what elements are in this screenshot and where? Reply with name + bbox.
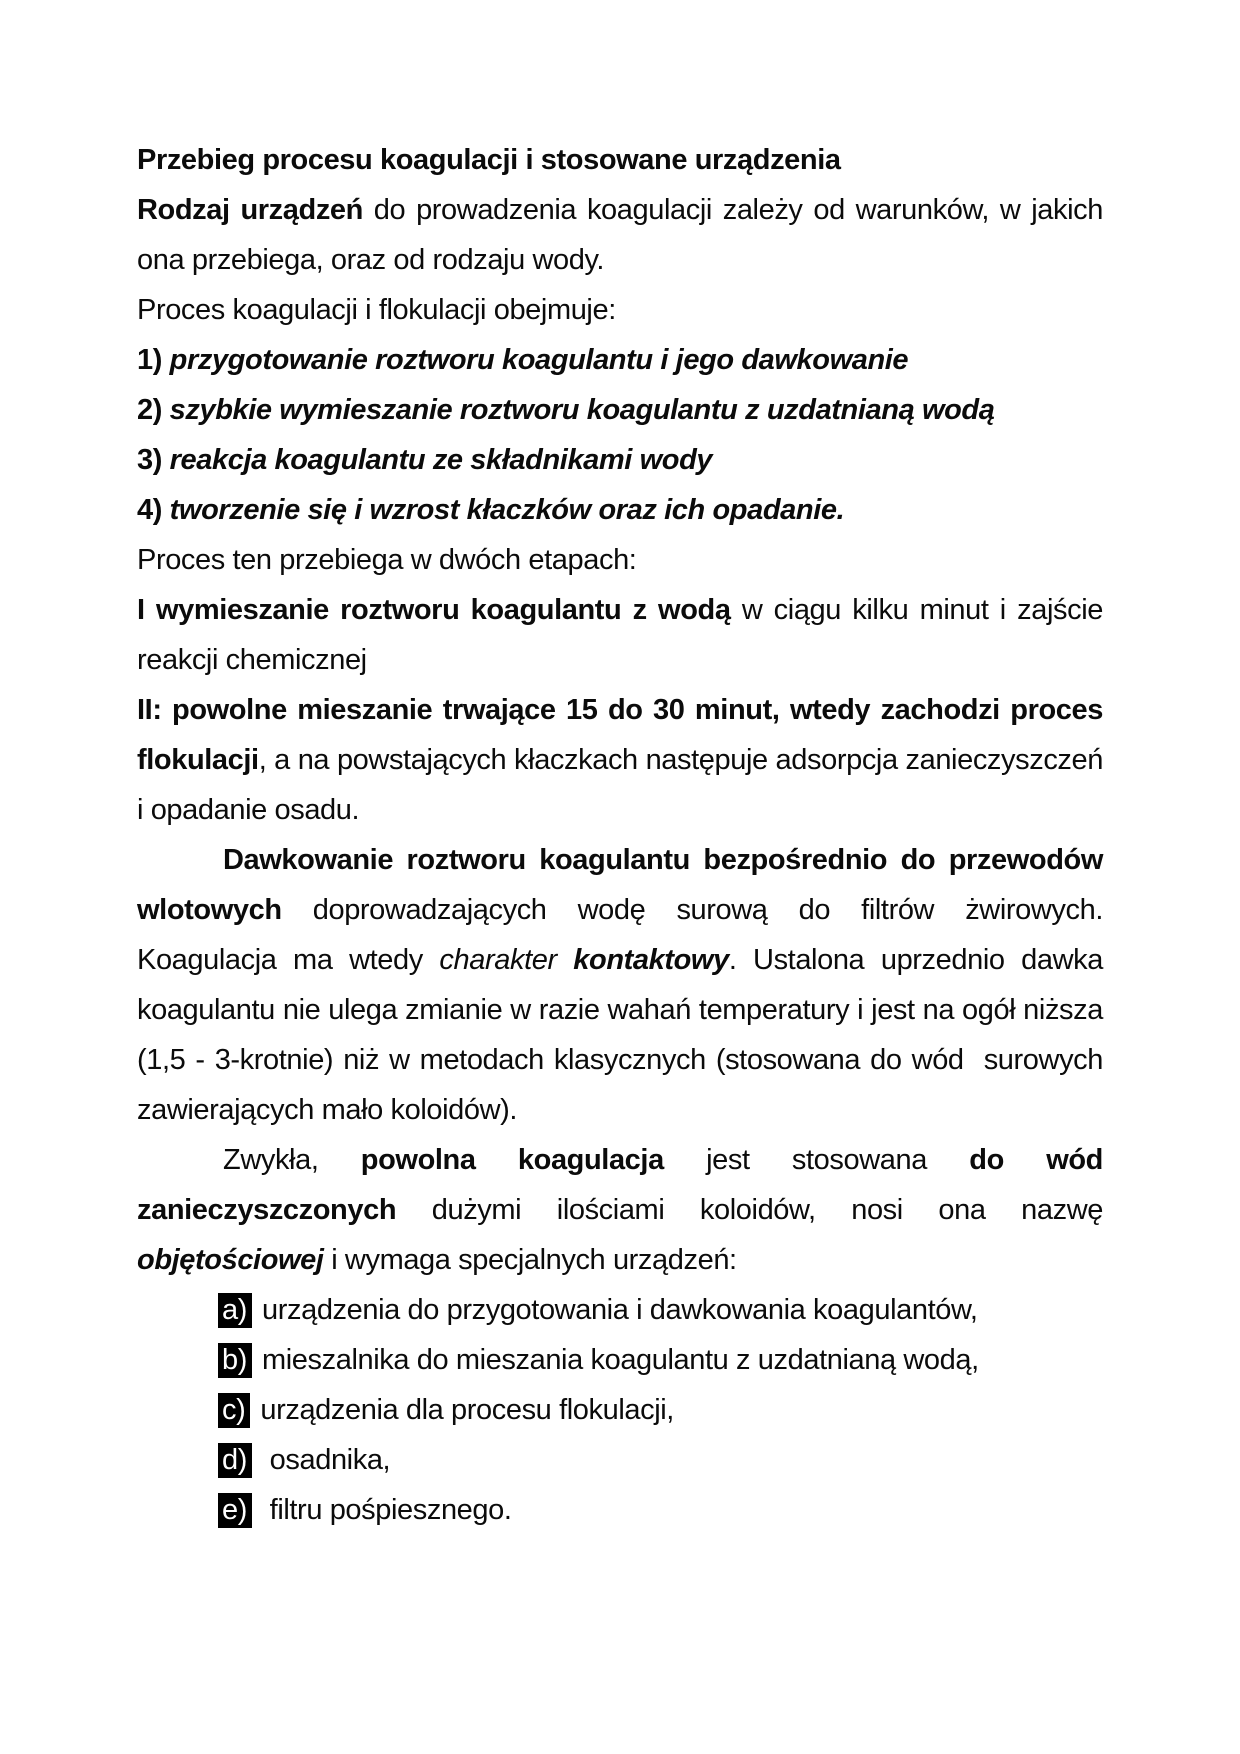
text-run: reakcja koagulantu ze składnikami wody <box>169 444 713 476</box>
list-item <box>137 1335 1103 1385</box>
paragraph <box>137 835 1111 1135</box>
text-run: kontaktowy <box>573 944 729 976</box>
paragraph <box>137 535 1103 585</box>
list-marker: e) <box>218 1493 252 1528</box>
paragraph <box>137 485 1103 535</box>
paragraph <box>137 685 1111 835</box>
text-run: dużymi ilościami koloidów, nosi ona nazwę <box>396 1194 1111 1226</box>
document-content <box>137 135 1111 1535</box>
text-run: doprowadzających wodę surową do filtrów żwirowych. Koagulacja ma wtedy <box>137 894 1111 976</box>
text-run: jest stosowana <box>663 1144 970 1176</box>
text-run: Rodzaj urządzeń <box>137 194 363 226</box>
list-item <box>137 1385 1103 1435</box>
text-run: i wymaga specjalnych urządzeń: <box>323 1244 737 1276</box>
list-marker: d) <box>218 1443 252 1478</box>
text-run: przygotowanie roztworu koagulantu i jego dawkowanie <box>169 344 909 376</box>
paragraph <box>137 335 1103 385</box>
text-run: Dawkowanie roztworu koagulantu bezpośrednio do przewodów wlotowych <box>137 844 1111 926</box>
text-run: 1) <box>137 344 170 376</box>
list-marker: a) <box>218 1293 252 1328</box>
list-marker: b) <box>218 1343 252 1378</box>
page-title <box>137 135 1103 185</box>
text-run: szybkie wymieszanie roztworu koagulantu z uzdatnianą wodą <box>169 394 995 426</box>
text-run: II: powolne mieszanie trwające 15 do 30 minut, wtedy zachodzi proces flokulacji <box>137 694 1111 776</box>
paragraph <box>137 435 1103 485</box>
paragraph <box>137 285 1103 335</box>
paragraph <box>137 385 1103 435</box>
text-run: do wód zanieczyszczonych <box>137 1144 1111 1226</box>
text-run: 3) <box>137 444 170 476</box>
text-run: urządzenia do przygotowania i dawkowania koagulantów, <box>262 1294 978 1326</box>
text-run: Przebieg procesu koagulacji i stosowane urządzenia <box>137 144 841 176</box>
paragraph <box>137 1135 1111 1285</box>
text-run: 2) <box>137 394 170 426</box>
text-run: mieszalnika do mieszania koagulantu z uzdatnianą wodą, <box>262 1344 979 1376</box>
list-item <box>137 1435 1103 1485</box>
text-run: w ciągu kilku minut i zajście reakcji chemicznej <box>137 594 1111 676</box>
text-run: . Ustalona uprzednio dawka koagulantu nie ulega zmianie w razie wahań temperatury i jest na ogół niższa (1,5 - 3-krotnie) niż w metodach klasycznych (stosowana do wód surowych zawierających mało koloidów). <box>137 944 1111 1126</box>
text-run: Proces koagulacji i flokulacji obejmuje: <box>137 294 616 326</box>
paragraph <box>137 185 1111 285</box>
list-item <box>137 1485 1103 1535</box>
text-run: osadnika, <box>262 1444 391 1476</box>
text-run: urządzenia dla procesu flokulacji, <box>260 1394 674 1426</box>
text-run: , a na powstających kłaczkach następuje adsorpcja zanieczyszczeń i opadanie osadu. <box>137 744 1111 826</box>
text-run: Proces ten przebiega w dwóch etapach: <box>137 544 637 576</box>
text-run: I wymieszanie roztworu koagulantu z wodą <box>137 594 731 626</box>
text-run: Zwykła, <box>223 1144 361 1176</box>
paragraph <box>137 585 1111 685</box>
text-run: powolna koagulacja <box>360 1144 664 1176</box>
text-run: filtru pośpiesznego. <box>262 1494 512 1526</box>
list-marker: c) <box>218 1393 250 1428</box>
list-item <box>137 1285 1103 1335</box>
text-run: do prowadzenia koagulacji zależy od warunków, w jakich ona przebiega, oraz od rodzaju wody. <box>137 194 1111 276</box>
text-run: tworzenie się i wzrost kłaczków oraz ich opadanie. <box>169 494 845 526</box>
text-run: objętościowej <box>137 1244 324 1276</box>
text-run: charakter <box>439 944 574 976</box>
text-run: 4) <box>137 494 170 526</box>
